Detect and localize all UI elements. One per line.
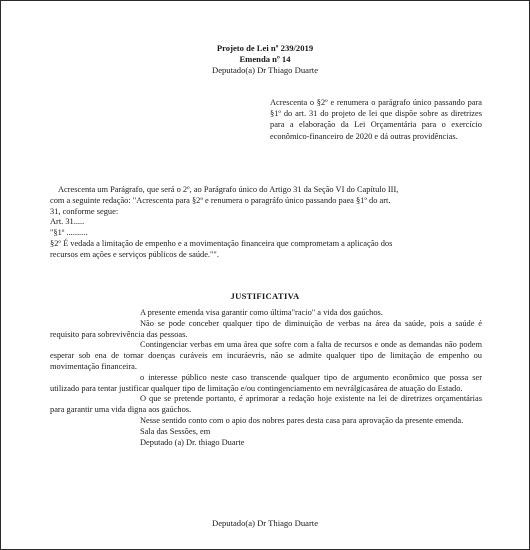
- justificativa-deputy: Deputado (a) Dr. thiago Duarte: [140, 437, 245, 447]
- intro-line-2: com a seguinte redação: "Acrescenta para §2º e renumera o paragráfo único passando paea §1º do art.: [50, 195, 391, 205]
- article-line: Art. 31.....: [50, 217, 85, 227]
- intro-line-3: 31, conforme segue:: [50, 206, 119, 216]
- justificativa-paragraph: A presente emenda visa garantir como última"racio" a vida dos gaúchos.: [140, 308, 383, 317]
- ementa-text: Acrescenta o §2º e renumera o parágrafo único passando para §1º do art. 31 do projeto de lei que dispõe sobre as diretrizes para a elaboração da Lei Orçamentária para o exercício econômico-financeiro de 2020 e dá outras providências.: [270, 98, 482, 141]
- justificativa-body: [50, 308, 482, 448]
- deputy-name: Deputado(a) Dr Thiago Duarte: [211, 65, 319, 75]
- justificativa-paragraph: o interesse público neste caso transcende qualquer tipo de argumento econômico que possa ser utilizado para tentar justificar qualquer tipo de limitação e/ou contingenciamento em nevrálgicasárea de atuação do Estado.: [50, 372, 482, 393]
- document-header: [0, 43, 530, 76]
- justificativa-paragraph: Contingenciar verbas em uma área que sofre com a falta de recursos e onde as demandas não podem esperar sob ena de tornar doenças curáveis em incuráevris, não se admite qualquer tipo de limitação de empenho ou movimentação financeira.: [50, 340, 482, 371]
- paragraph-1-line: "§1º ..........: [50, 228, 88, 238]
- paragraph-2-line-b: recursos em ações e serviços públicos de saúde."".: [50, 249, 219, 259]
- justificativa-title: JUSTIFICATIVA: [230, 291, 300, 301]
- intro-line-1: Acrescenta um Parágrafo, que será o 2º, ao Parágrafo único do Artigo 31 da Seção VI do Capítulo III,: [58, 185, 399, 194]
- project-number: Projeto de Lei nº 239/2019: [216, 43, 314, 53]
- justificativa-paragraph: O que se pretende portanto, é aprimorar a redação hoje existente na lei de diretrizes orçamentárias para garantir uma vida digna aos gaúchos.: [50, 394, 482, 415]
- justificativa-paragraph: Não se pode conceber qualquer tipo de diminuição de verbas na área da saúde, pois a saúde é requisito para sobrevivência das pessoas.: [50, 318, 482, 339]
- sala-das-sessoes: Sala das Sessões, em: [140, 426, 211, 436]
- justificativa-paragraph: Nesse sentido conto com o apio dos nobres pares desta casa para aprovação da presente emenda.: [140, 415, 464, 425]
- emenda-number: Emenda nº 14: [239, 54, 291, 64]
- signature-line: Deputado(a) Dr Thiago Duarte: [211, 518, 319, 528]
- paragraph-2-line-a: §2º É vedada a limitação de empenho e a movimentação financeira que comprometam a aplicação dos: [50, 238, 393, 248]
- amendment-text: [50, 185, 482, 261]
